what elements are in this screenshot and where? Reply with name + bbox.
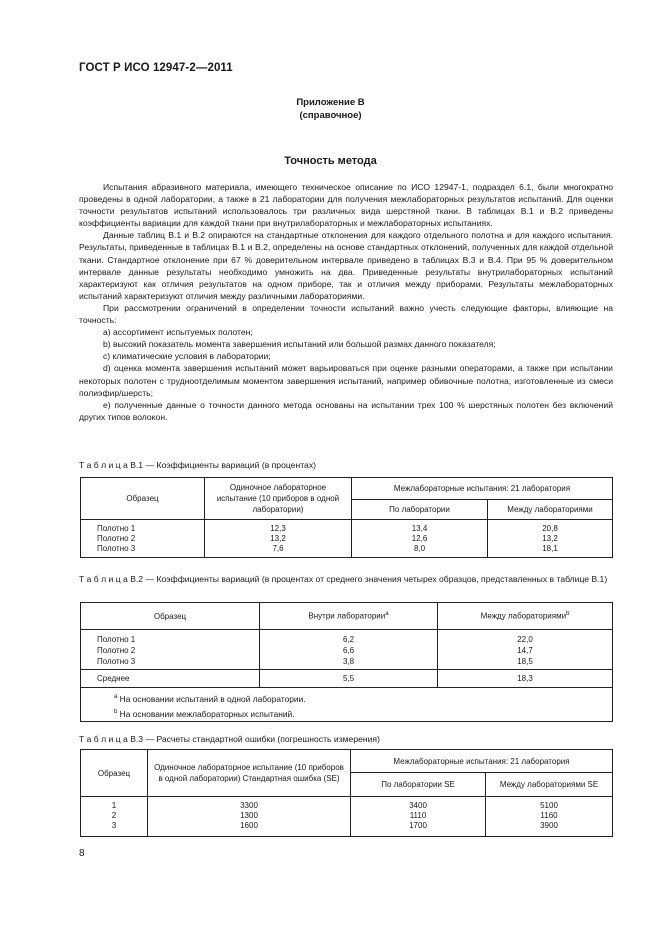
table2-cell: 22,0 (517, 635, 533, 644)
table1-cell: 18,1 (542, 544, 558, 553)
table3-row-sample: 1 (111, 801, 117, 810)
table2-footnote-b (114, 706, 612, 721)
list-item-c: c) климатические условия в лаборатории; (103, 351, 271, 362)
table3-cell: 1110 (409, 811, 427, 820)
table2-footnote-a-text: На основании испытаний в одной лаборатории. (119, 693, 306, 704)
table1-caption-text: В.1 — Коэффициенты вариаций (в процентах) (130, 460, 316, 470)
table2-footnote-b-marker: b (114, 708, 118, 715)
table1-cell: 20,8 (542, 524, 558, 533)
table2-mean-between: 18,3 (438, 670, 613, 688)
table1-cell: 12,3 (270, 524, 286, 533)
table3-header-between: Между лабораториями SE (486, 773, 613, 797)
table2-footnote-ref-b: b (566, 611, 570, 618)
annex-title: Приложение В (296, 97, 365, 108)
list-item-a: a) ассортимент испытуемых полотен; (103, 327, 253, 338)
table2-caption (79, 573, 613, 585)
table3-cell: 1160 (540, 811, 558, 820)
table2-header-between (438, 603, 613, 630)
table3 (80, 749, 613, 837)
table1-header-single: Одиночное лабораторное испытание (10 приборов в одной лаборатории) (205, 478, 352, 520)
table2 (80, 602, 613, 722)
table2-header-within (260, 603, 438, 630)
table2-row-sample: Полотно 2 (97, 646, 136, 655)
paragraph-1: Испытания абразивного материала, имеющего техническое описание по ИСО 12947-1, подраздел 6.1, были многократно проведены в одной лаборатории, а также в 21 лаборатории для получения межлабораторных результатов испытаний. Для оценки точности результатов испытаний использовалось три различных вида шерстяной ткани. В таблицах В.1 и В.2 приведены коэффициенты вариации для каждой ткани при внутрилабораторных и межлабораторных испытаниях. (79, 182, 613, 229)
table3-caption (79, 733, 613, 745)
table3-header-by-lab: По лаборатории SE (351, 773, 486, 797)
table2-footnote-b-text: На основании межлабораторных испытаний. (119, 708, 295, 719)
table2-header-between-text: Между лабораториями (480, 611, 567, 621)
table1-label: Т а б л и ц а (79, 460, 128, 470)
table3-header-sample: Образец (81, 750, 148, 797)
table2-cell: 6,2 (342, 635, 355, 644)
table1-header-sample: Образец (81, 478, 205, 520)
table1-row-sample: Полотно 2 (97, 534, 136, 543)
table1-cell: 13,2 (270, 534, 286, 543)
table3-label: Т а б л и ц а (79, 734, 128, 744)
table2-cell: 14,7 (517, 646, 533, 655)
table2-cell: 6,6 (342, 646, 355, 655)
table1-cell: 8,0 (413, 544, 426, 553)
annex-heading (0, 96, 661, 122)
table1-cell: 13,4 (411, 524, 428, 533)
table2-header-sample: Образец (81, 603, 260, 630)
table3-row-sample: 2 (111, 811, 117, 820)
section-title: Точность метода (284, 155, 377, 167)
table2-cell: 3,8 (342, 657, 355, 666)
table3-cell: 1600 (240, 821, 258, 830)
table2-row-sample: Полотно 3 (97, 657, 136, 666)
table3-cell: 1700 (409, 821, 427, 830)
table2-label: Т а б л и ц а (79, 574, 128, 584)
table1-header-inter: Межлабораторные испытания: 21 лаборатория (352, 478, 613, 500)
list-item-b: b) высокий показатель момента завершения испытаний или большой размах данного показателя; (103, 339, 496, 350)
table2-mean-label: Среднее (81, 670, 260, 688)
list-item-e: e) полученные данные о точности данного метода основаны на испытании трех 100 % шерстяных полотен без включений других типов волокон. (79, 399, 613, 422)
table1-cell: 7,6 (272, 544, 284, 553)
table3-header-inter: Межлабораторные испытания: 21 лаборатория (351, 750, 613, 773)
paragraph-2: Данные таблиц В.1 и В.2 опираются на стандартные отклонения для каждого отдельного полотна и для каждого испытания. Результаты, приведенные в таблицах В.1 и В.2, определены на основе стандартных отклонений, полученных для каждой отдельной ткани. Стандартное отклонение при 67 % доверительном интервале приведено в таблицах В.3 и В.4. При 95 % доверительном интервале данные результаты необходимо умножить на два. Приведенные результаты внутрилабораторных испытаний характеризуют как отличия результатов на одном приборе, так и отличия между приборами. Результаты межлабораторных испытаний характеризуют отличия между различными лабораториями. (79, 230, 613, 301)
table3-cell: 1300 (240, 811, 258, 820)
table2-footnote-a (114, 691, 612, 706)
table2-row-sample: Полотно 1 (97, 635, 136, 644)
body-text (79, 181, 613, 423)
table1-header-by-lab: По лаборатории (352, 500, 488, 520)
table2-caption-text: В.2 — Коэффициенты вариаций (в процентах от среднего значения четырех образцов, представленных в таблице В.1) (130, 574, 608, 584)
table1 (80, 477, 613, 558)
table1-caption (79, 459, 613, 471)
table2-footnote-a-marker: a (114, 694, 118, 700)
table3-row-sample: 3 (111, 821, 117, 830)
table1-cell: 13,2 (542, 534, 558, 543)
list-item-d: d) оценка момента завершения испытаний может варьироваться при оценке разными операторами, а также при испытании некоторых полотен с трудноотделимым моментом завершения испытаний, например обивочные полотна, изготовленные из смеси полиэфир/шерсть; (79, 363, 613, 398)
table3-caption-text: В.3 — Расчеты стандартной ошибки (погрешность измерения) (130, 734, 380, 744)
table2-cell: 18,5 (517, 657, 533, 666)
table2-mean-within: 5,5 (260, 670, 438, 688)
table3-cell: 3900 (540, 821, 558, 830)
annex-subtitle: (справочное) (299, 110, 362, 121)
table3-cell: 3400 (409, 801, 427, 810)
table3-cell: 5100 (540, 801, 558, 810)
table1-row-sample: Полотно 1 (97, 524, 136, 533)
table2-footnote-ref-a: a (385, 611, 389, 618)
table1-row-sample: Полотно 3 (97, 544, 136, 553)
table3-cell: 3300 (240, 801, 258, 810)
table1-header-between: Между лабораториями (488, 500, 613, 520)
table1-cell: 12,6 (411, 534, 428, 543)
document-header: ГОСТ Р ИСО 12947-2—2011 (79, 62, 233, 74)
page-number: 8 (79, 848, 85, 859)
table3-header-single: Одиночное лабораторное испытание (10 приборов в одной лаборатории) Стандартная ошибка (SE) (148, 750, 351, 797)
paragraph-3: При рассмотрении ограничений в определении точности испытаний важно учесть следующие факторы, влияющие на точность: (79, 302, 613, 326)
table2-header-within-text: Внутри лаборатории (308, 611, 386, 621)
